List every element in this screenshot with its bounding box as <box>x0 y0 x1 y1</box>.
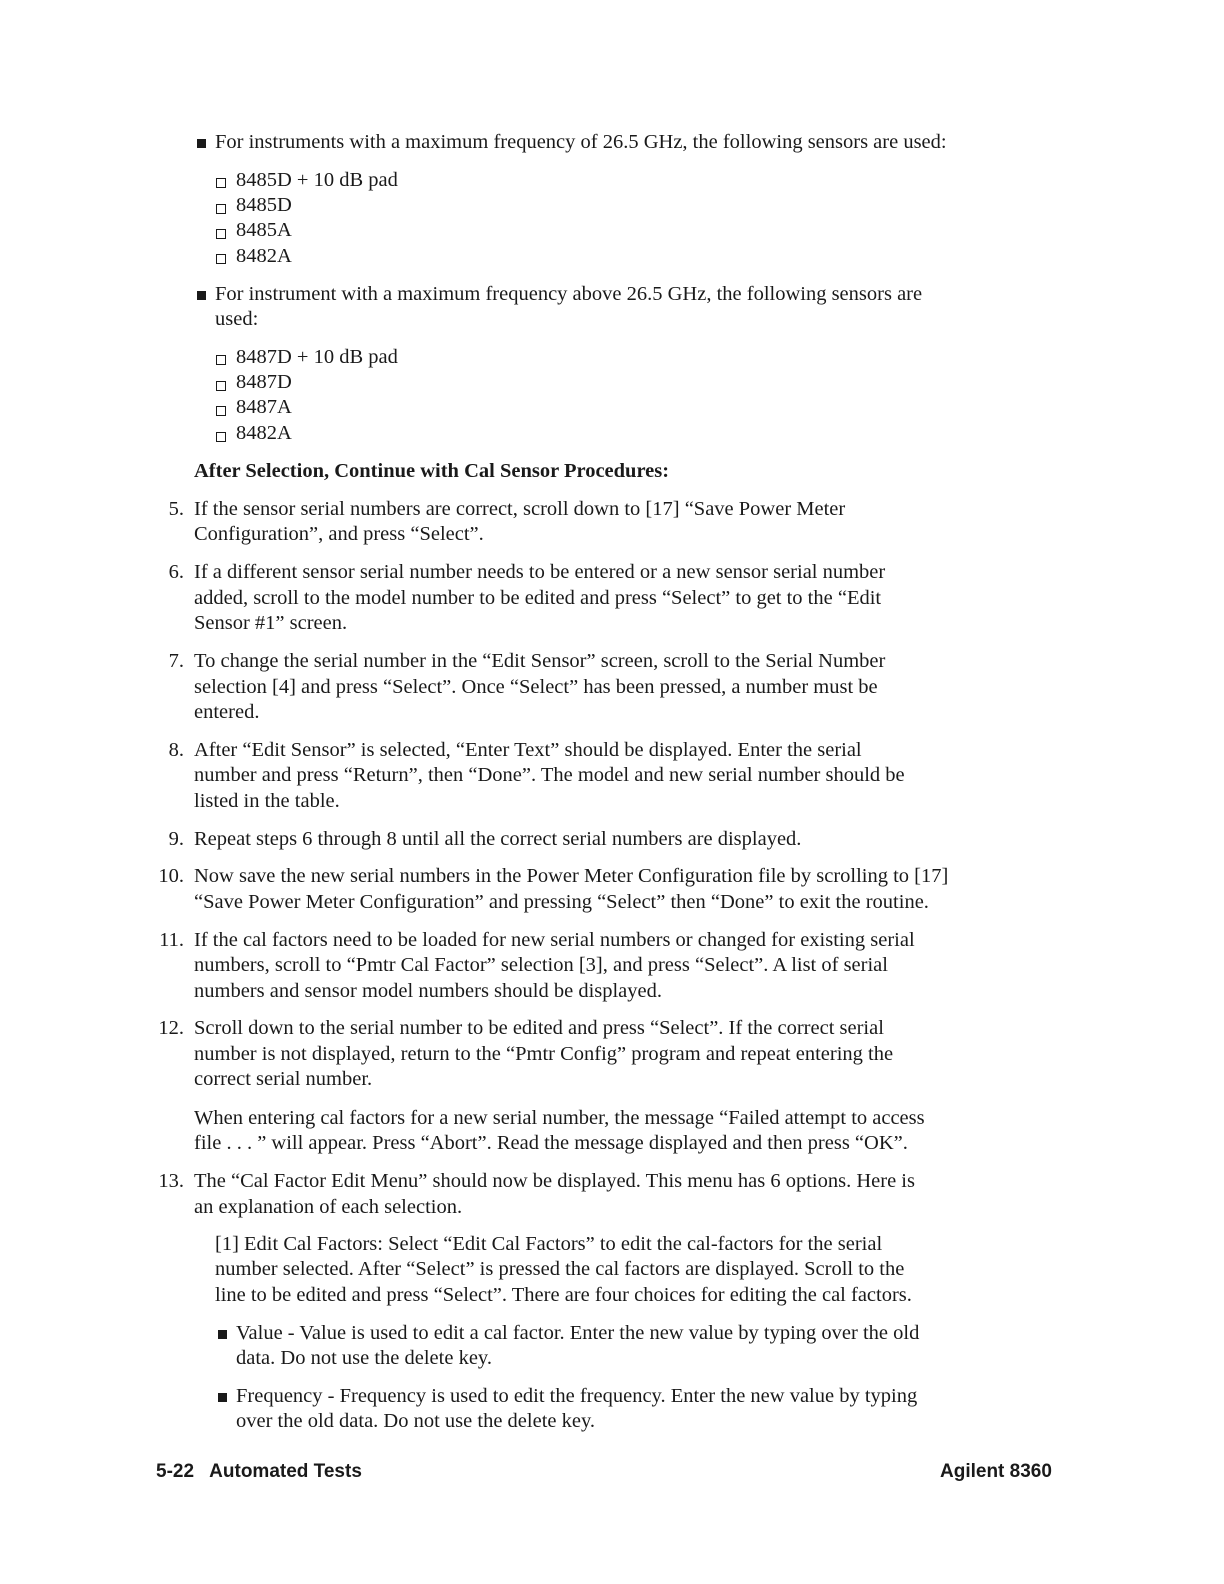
intro-bullet-2-line-2: used: <box>215 308 259 330</box>
footer-left: 5-22 Automated Tests <box>156 1461 362 1482</box>
step-line: Now save the new serial numbers in the Power Meter Configuration file by scrolling to [17] <box>194 865 949 887</box>
checkbox-marker <box>216 406 226 416</box>
sensor-item: 8485A <box>236 219 292 241</box>
bullet-marker <box>218 1330 227 1339</box>
edit-cal-line: line to be edited and press “Select”. There are four choices for editing the cal factors. <box>215 1284 912 1306</box>
choice-line: Frequency - Frequency is used to edit the frequency. Enter the new value by typing <box>236 1385 918 1407</box>
step-line: an explanation of each selection. <box>194 1196 463 1218</box>
sensor-item: 8485D + 10 dB pad <box>236 169 398 191</box>
bullet-marker <box>218 1393 227 1402</box>
step-line: number is not displayed, return to the “Pmtr Config” program and repeat entering the <box>194 1043 894 1065</box>
choice-line: data. Do not use the delete key. <box>236 1347 492 1369</box>
step-number: 5. <box>168 498 184 520</box>
note-line: When entering cal factors for a new serial number, the message “Failed attempt to access <box>194 1107 925 1129</box>
step-line: Repeat steps 6 through 8 until all the correct serial numbers are displayed. <box>194 828 802 850</box>
step-line: entered. <box>194 701 260 723</box>
step-line: numbers, scroll to “Pmtr Cal Factor” selection [3], and press “Select”. A list of serial <box>194 954 888 976</box>
step-line: To change the serial number in the “Edit Sensor” screen, scroll to the Serial Number <box>194 650 886 672</box>
choice-line: Value - Value is used to edit a cal factor. Enter the new value by typing over the old <box>236 1322 920 1344</box>
section-heading: After Selection, Continue with Cal Sensor Procedures: <box>194 460 670 482</box>
checkbox-marker <box>216 204 226 214</box>
step-number: 13. <box>158 1170 184 1192</box>
checkbox-marker <box>216 432 226 442</box>
step-line: Configuration”, and press “Select”. <box>194 523 484 545</box>
step-number: 8. <box>168 739 184 761</box>
note-line: file . . . ” will appear. Press “Abort”. Read the message displayed and then press “OK”. <box>194 1132 908 1154</box>
step-line: added, scroll to the model number to be edited and press “Select” to get to the “Edit <box>194 587 882 609</box>
step-line: After “Edit Sensor” is selected, “Enter Text” should be displayed. Enter the serial <box>194 739 862 761</box>
step-line: If the sensor serial numbers are correct, scroll down to [17] “Save Power Meter <box>194 498 846 520</box>
step-number: 9. <box>168 828 184 850</box>
bullet-marker <box>197 139 206 148</box>
edit-cal-line: [1] Edit Cal Factors: Select “Edit Cal Factors” to edit the cal-factors for the serial <box>215 1233 883 1255</box>
checkbox-marker <box>216 178 226 188</box>
sensor-item: 8487A <box>236 396 292 418</box>
sensor-item: 8482A <box>236 245 292 267</box>
step-line: selection [4] and press “Select”. Once “Select” has been pressed, a number must be <box>194 676 878 698</box>
step-number: 7. <box>168 650 184 672</box>
step-line: “Save Power Meter Configuration” and pressing “Select” then “Done” to exit the routine. <box>194 891 929 913</box>
step-line: Sensor #1” screen. <box>194 612 348 634</box>
step-line: listed in the table. <box>194 790 340 812</box>
step-number: 10. <box>158 865 184 887</box>
sensor-item: 8487D + 10 dB pad <box>236 346 398 368</box>
intro-bullet-1-line-1: For instruments with a maximum frequency of 26.5 GHz, the following sensors are used: <box>215 131 947 153</box>
sensor-item: 8482A <box>236 422 292 444</box>
edit-cal-line: number selected. After “Select” is pressed the cal factors are displayed. Scroll to the <box>215 1258 905 1280</box>
step-number: 6. <box>168 561 184 583</box>
step-line: Scroll down to the serial number to be edited and press “Select”. If the correct serial <box>194 1017 884 1039</box>
step-line: If a different sensor serial number needs to be entered or a new sensor serial number <box>194 561 886 583</box>
sensor-item: 8485D <box>236 194 292 216</box>
sensor-item: 8487D <box>236 371 292 393</box>
choice-line: over the old data. Do not use the delete key. <box>236 1410 596 1432</box>
checkbox-marker <box>216 254 226 264</box>
checkbox-marker <box>216 355 226 365</box>
step-line: correct serial number. <box>194 1068 373 1090</box>
checkbox-marker <box>216 381 226 391</box>
step-number: 11. <box>159 929 184 951</box>
step-line: numbers and sensor model numbers should be displayed. <box>194 980 663 1002</box>
step-line: number and press “Return”, then “Done”. The model and new serial number should be <box>194 764 905 786</box>
intro-bullet-2-line-1: For instrument with a maximum frequency above 26.5 GHz, the following sensors are <box>215 283 923 305</box>
step-line: If the cal factors need to be loaded for new serial numbers or changed for existing serial <box>194 929 915 951</box>
bullet-marker <box>197 291 206 300</box>
step-line: The “Cal Factor Edit Menu” should now be displayed. This menu has 6 options. Here is <box>194 1170 915 1192</box>
checkbox-marker <box>216 229 226 239</box>
footer-right: Agilent 8360 <box>940 1461 1052 1482</box>
step-number: 12. <box>158 1017 184 1039</box>
